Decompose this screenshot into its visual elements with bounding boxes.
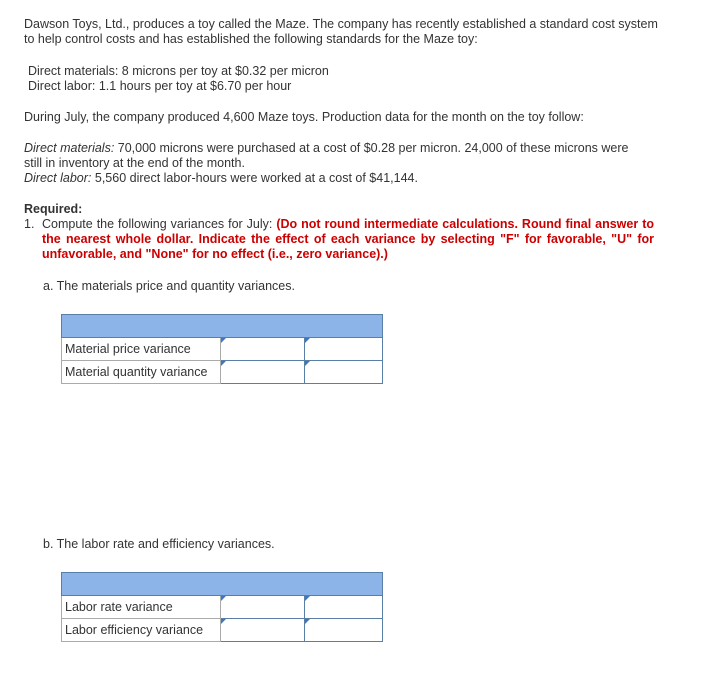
row-label: Material quantity variance: [62, 361, 221, 384]
table-header-row: [62, 315, 383, 338]
requirement-number: 1.: [24, 217, 35, 231]
materials-variance-table: [61, 314, 383, 384]
labor-label: Direct labor:: [24, 171, 92, 185]
row-label: Labor efficiency variance: [62, 619, 221, 642]
required-section: [24, 202, 654, 262]
table-row: [62, 361, 383, 384]
table-row: [62, 619, 383, 642]
material-quantity-effect-select[interactable]: [305, 361, 383, 384]
table-header-cell: [62, 573, 383, 596]
production-materials: [24, 141, 644, 171]
intro-paragraph: Dawson Toys, Ltd., produces a toy called the Maze. The company has recently established a standard cost system to help control costs and has established the following standards for the Maze toy:: [24, 17, 658, 46]
labor-text: 5,560 direct labor-hours were worked at a cost of $41,144.: [91, 171, 418, 185]
labor-rate-effect-select[interactable]: [305, 596, 383, 619]
labor-variance-table: [61, 572, 383, 642]
row-label: Labor rate variance: [62, 596, 221, 619]
table-header-cell: [62, 315, 383, 338]
requirement-body: [42, 217, 654, 262]
part-a-label: a. The materials price and quantity variances.: [43, 279, 295, 293]
requirement-item: [24, 217, 654, 262]
material-price-amount-input[interactable]: [221, 338, 305, 361]
production-intro: During July, the company produced 4,600 Maze toys. Production data for the month on the toy follow:: [24, 110, 584, 124]
table-row: [62, 596, 383, 619]
production-labor: [24, 171, 644, 186]
labor-efficiency-amount-input[interactable]: [221, 619, 305, 642]
part-b-label: b. The labor rate and efficiency variances.: [43, 537, 275, 551]
standard-materials: Direct materials: 8 microns per toy at $0.32 per micron: [28, 64, 329, 78]
standard-labor: Direct labor: 1.1 hours per toy at $6.70 per hour: [28, 79, 292, 93]
row-label: Material price variance: [62, 338, 221, 361]
requirement-instructions: (Do not round intermediate calculations. Round final answer to the nearest whole dollar. Indicate the effect of each variance by selecting "F" for favorable, "U" for unfavorable, and "None" for no effect (i.e., zero variance).): [42, 217, 654, 261]
standards-block: [28, 64, 329, 94]
requirement-text: Compute the following variances for July:: [42, 217, 277, 231]
production-data: [24, 141, 644, 186]
materials-text: 70,000 microns were purchased at a cost of $0.28 per micron. 24,000 of these microns were still in inventory at the end of the month.: [24, 141, 629, 170]
materials-label: Direct materials:: [24, 141, 115, 155]
table-header-row: [62, 573, 383, 596]
required-heading: Required:: [24, 202, 83, 216]
material-quantity-amount-input[interactable]: [221, 361, 305, 384]
labor-efficiency-effect-select[interactable]: [305, 619, 383, 642]
material-price-effect-select[interactable]: [305, 338, 383, 361]
labor-rate-amount-input[interactable]: [221, 596, 305, 619]
table-row: [62, 338, 383, 361]
